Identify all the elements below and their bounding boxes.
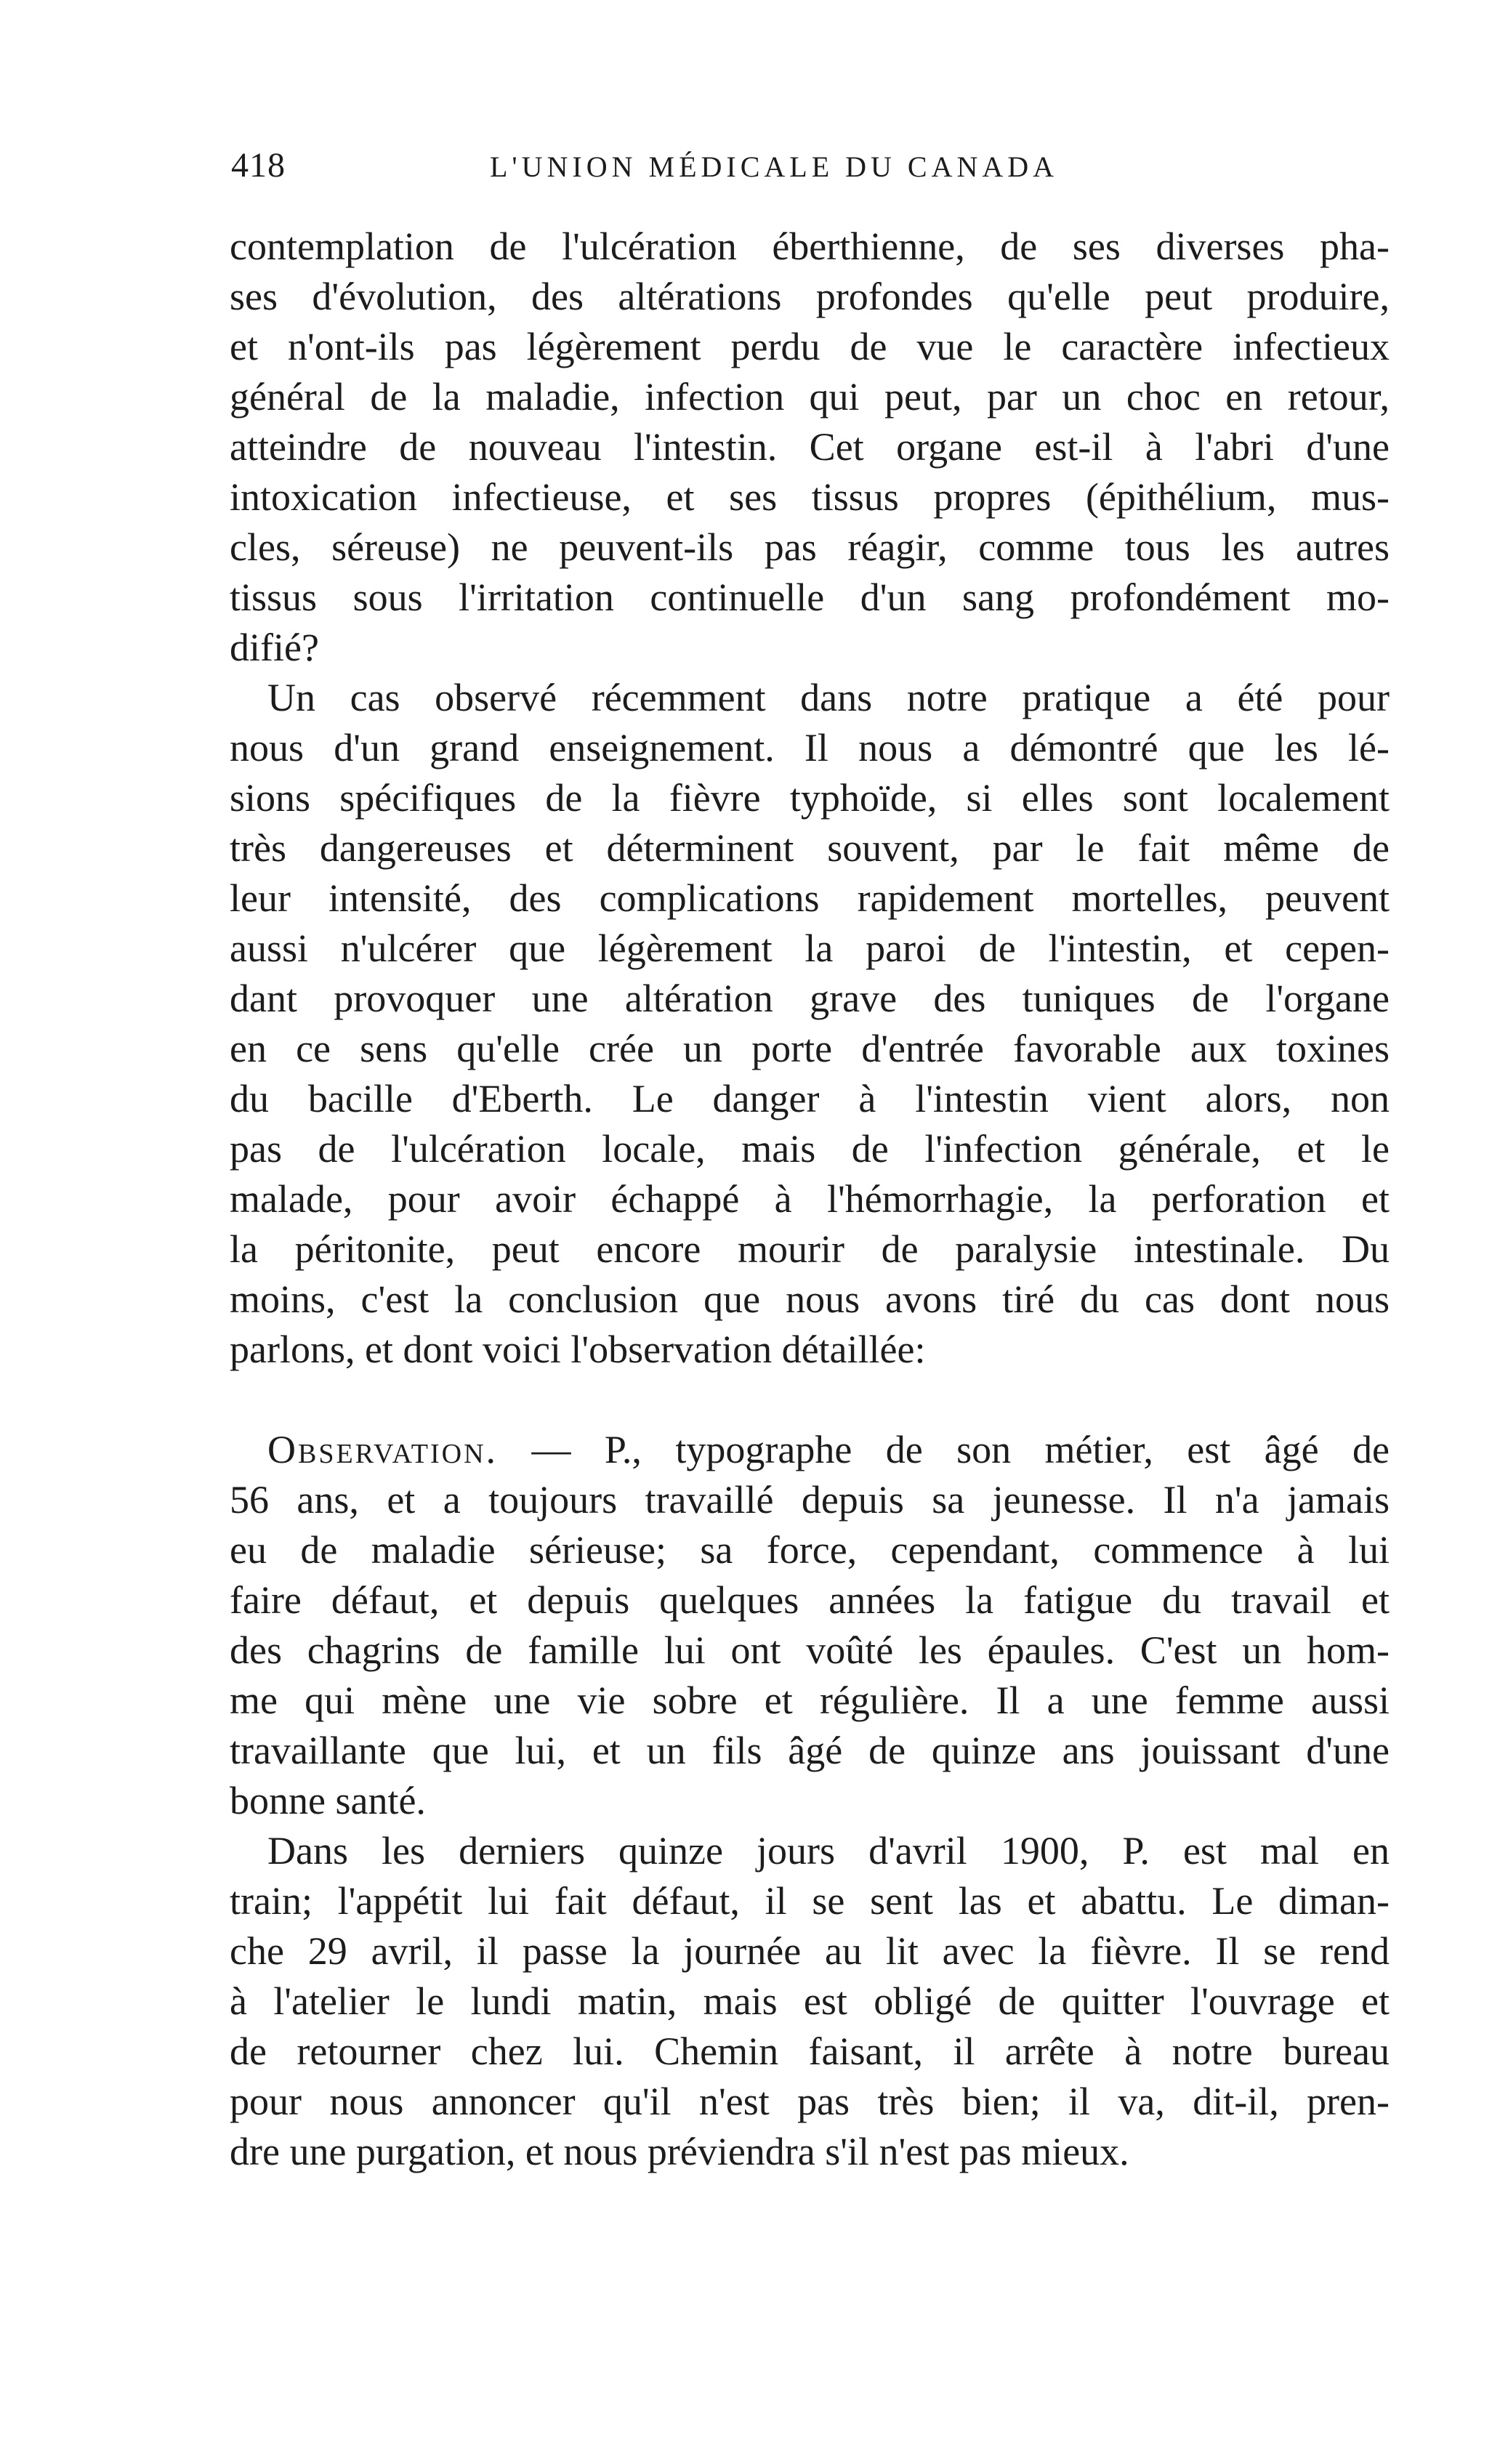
observation-first-line: — P., typographe de son métier, est âgé de bbox=[498, 1428, 1390, 1471]
text-line: pour nous annoncer qu'il n'est pas très bien; il va, dit-il, pren- bbox=[230, 2080, 1390, 2123]
text-line: la péritonite, peut encore mourir de paralysie intestinale. Du bbox=[230, 1227, 1390, 1271]
text-line: train; l'appétit lui fait défaut, il se sent las et abattu. Le diman- bbox=[230, 1879, 1390, 1923]
text-line: contemplation de l'ulcération éberthienne, de ses diverses pha- bbox=[230, 225, 1390, 268]
text-line: parlons, et dont voici l'observation détaillée: bbox=[230, 1328, 926, 1371]
text-line: dant provoquer une altération grave des tuniques de l'organe bbox=[230, 977, 1390, 1020]
text-line: pas de l'ulcération locale, mais de l'infection générale, et le bbox=[230, 1127, 1390, 1171]
text-line: difié? bbox=[230, 626, 319, 669]
text-line: faire défaut, et depuis quelques années la fatigue du travail et bbox=[230, 1578, 1390, 1622]
text-line: dre une purgation, et nous préviendra s'il n'est pas mieux. bbox=[230, 2130, 1129, 2173]
text-line: intoxication infectieuse, et ses tissus propres (épithélium, mus- bbox=[230, 475, 1390, 519]
text-line: ses d'évolution, des altérations profondes qu'elle peut produire, bbox=[230, 275, 1390, 318]
text-line: bonne santé. bbox=[230, 1779, 426, 1822]
text-line: du bacille d'Eberth. Le danger à l'intestin vient alors, non bbox=[230, 1077, 1390, 1120]
text-line: en ce sens qu'elle crée un porte d'entrée favorable aux toxines bbox=[230, 1027, 1390, 1070]
text-line: des chagrins de famille lui ont voûté les épaules. C'est un hom- bbox=[230, 1628, 1390, 1672]
text-line: malade, pour avoir échappé à l'hémorrhagie, la perforation et bbox=[230, 1177, 1390, 1221]
text-line: cles, séreuse) ne peuvent-ils pas réagir, comme tous les autres bbox=[230, 525, 1390, 569]
text-line: sions spécifiques de la fièvre typhoïde, si elles sont localement bbox=[230, 776, 1390, 820]
text-line: 56 ans, et a toujours travaillé depuis sa jeunesse. Il n'a jamais bbox=[230, 1478, 1390, 1522]
text-line: che 29 avril, il passe la journée au lit avec la fièvre. Il se rend bbox=[230, 1929, 1390, 1973]
text-line bbox=[230, 1425, 1390, 1475]
text-line: aussi n'ulcérer que légèrement la paroi de l'intestin, et cepen- bbox=[230, 926, 1390, 970]
paragraph-2 bbox=[230, 673, 1390, 1375]
page-header bbox=[231, 145, 1278, 189]
body-text bbox=[230, 222, 1390, 2177]
running-head: L'UNION MÉDICALE DU CANADA bbox=[490, 150, 1059, 183]
text-line: de retourner chez lui. Chemin faisant, il arrête à notre bureau bbox=[230, 2029, 1390, 2073]
text-line: général de la maladie, infection qui peut, par un choc en retour, bbox=[230, 375, 1390, 419]
paragraph-1 bbox=[230, 222, 1390, 673]
text-line: leur intensité, des complications rapidement mortelles, peuvent bbox=[230, 876, 1390, 920]
text-line: nous d'un grand enseignement. Il nous a démontré que les lé- bbox=[230, 726, 1390, 770]
text-line: à l'atelier le lundi matin, mais est obligé de quitter l'ouvrage et bbox=[230, 1979, 1390, 2023]
text-line: moins, c'est la conclusion que nous avons tiré du cas dont nous bbox=[230, 1277, 1390, 1321]
text-line: Un cas observé récemment dans notre pratique a été pour bbox=[267, 676, 1390, 719]
text-line: et n'ont-ils pas légèrement perdu de vue le caractère infectieux bbox=[230, 325, 1390, 368]
text-line: atteindre de nouveau l'intestin. Cet organe est-il à l'abri d'une bbox=[230, 425, 1390, 469]
paragraph-spacer bbox=[230, 1375, 1390, 1425]
text-line: tissus sous l'irritation continuelle d'un sang profondément mo- bbox=[230, 575, 1390, 619]
text-line: eu de maladie sérieuse; sa force, cependant, commence à lui bbox=[230, 1528, 1390, 1572]
text-line: très dangereuses et déterminent souvent, par le fait même de bbox=[230, 826, 1390, 870]
page-number: 418 bbox=[231, 146, 286, 185]
text-line: Dans les derniers quinze jours d'avril 1900, P. est mal en bbox=[267, 1829, 1390, 1873]
text-line: me qui mène une vie sobre et régulière. Il a une femme aussi bbox=[230, 1679, 1390, 1722]
text-line: travaillante que lui, et un fils âgé de quinze ans jouissant d'une bbox=[230, 1729, 1390, 1772]
observation-heading: Observation. bbox=[267, 1428, 499, 1471]
paragraph-3-observation bbox=[230, 1425, 1390, 1826]
paragraph-4 bbox=[230, 1826, 1390, 2177]
